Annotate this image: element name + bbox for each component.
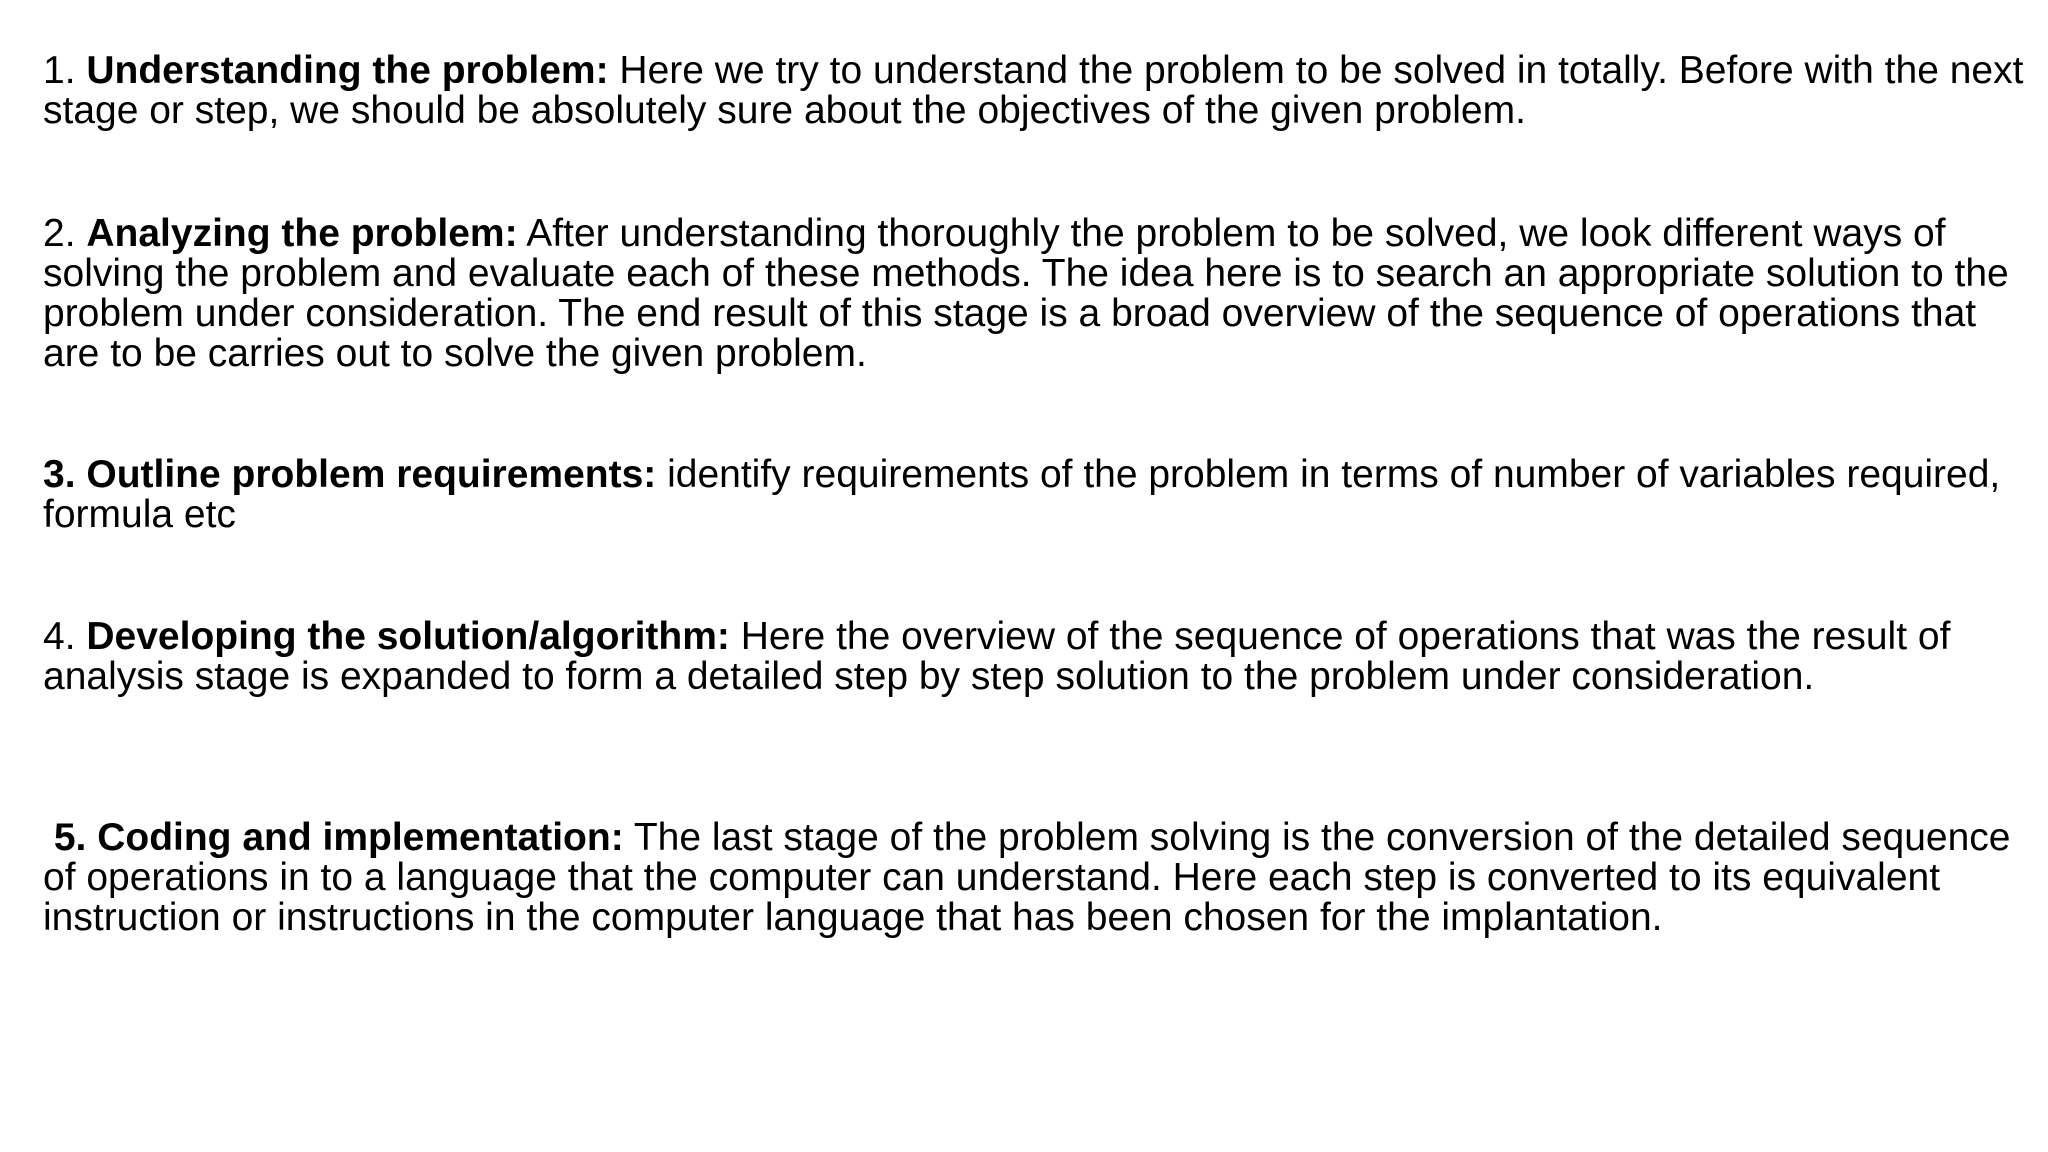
paragraph-understanding-the-problem	[43, 51, 2028, 131]
paragraph-heading: Understanding the problem:	[86, 49, 609, 92]
paragraph-body: Here we try to understand the problem to be solved in totally. Before with the next stage or step, we should be absolutely sure about the objectives of the given problem.	[43, 49, 2024, 132]
paragraph-developing-the-solution	[43, 617, 2028, 697]
paragraph-body: Here the overview of the sequence of operations that was the result of analysis stage is expanded to form a detailed step by step solution to the problem under consideration.	[43, 615, 1951, 698]
paragraph-number	[43, 816, 54, 859]
paragraph-number: 1.	[43, 49, 87, 92]
paragraph-body: After understanding thoroughly the problem to be solved, we look different ways of solving the problem and evaluate each of these methods. The idea here is to search an appropriate solution to the problem under consideration. The end result of this stage is a broad overview of the sequence of operations that are to be carries out to solve the given problem.	[43, 212, 2009, 375]
paragraph-heading: 3. Outline problem requirements:	[43, 453, 657, 496]
paragraph-body: identify requirements of the problem in terms of number of variables required, formula etc	[43, 453, 2001, 536]
paragraph-heading: Developing the solution/algorithm:	[86, 615, 730, 658]
paragraph-analyzing-the-problem	[43, 214, 2028, 374]
paragraph-body: The last stage of the problem solving is the conversion of the detailed sequence of operations in to a language that the computer can understand. Here each step is converted to its equivalent instruction or instructions in the computer language that has been chosen for the implantation.	[43, 816, 2011, 939]
paragraph-heading: 5. Coding and implementation:	[53, 816, 624, 859]
paragraph-outline-problem-requirements	[43, 455, 2028, 535]
paragraph-number: 2.	[43, 212, 87, 255]
paragraph-heading: Analyzing the problem:	[86, 212, 518, 255]
paragraph-coding-and-implementation	[43, 818, 2028, 938]
paragraph-number: 4.	[43, 615, 87, 658]
